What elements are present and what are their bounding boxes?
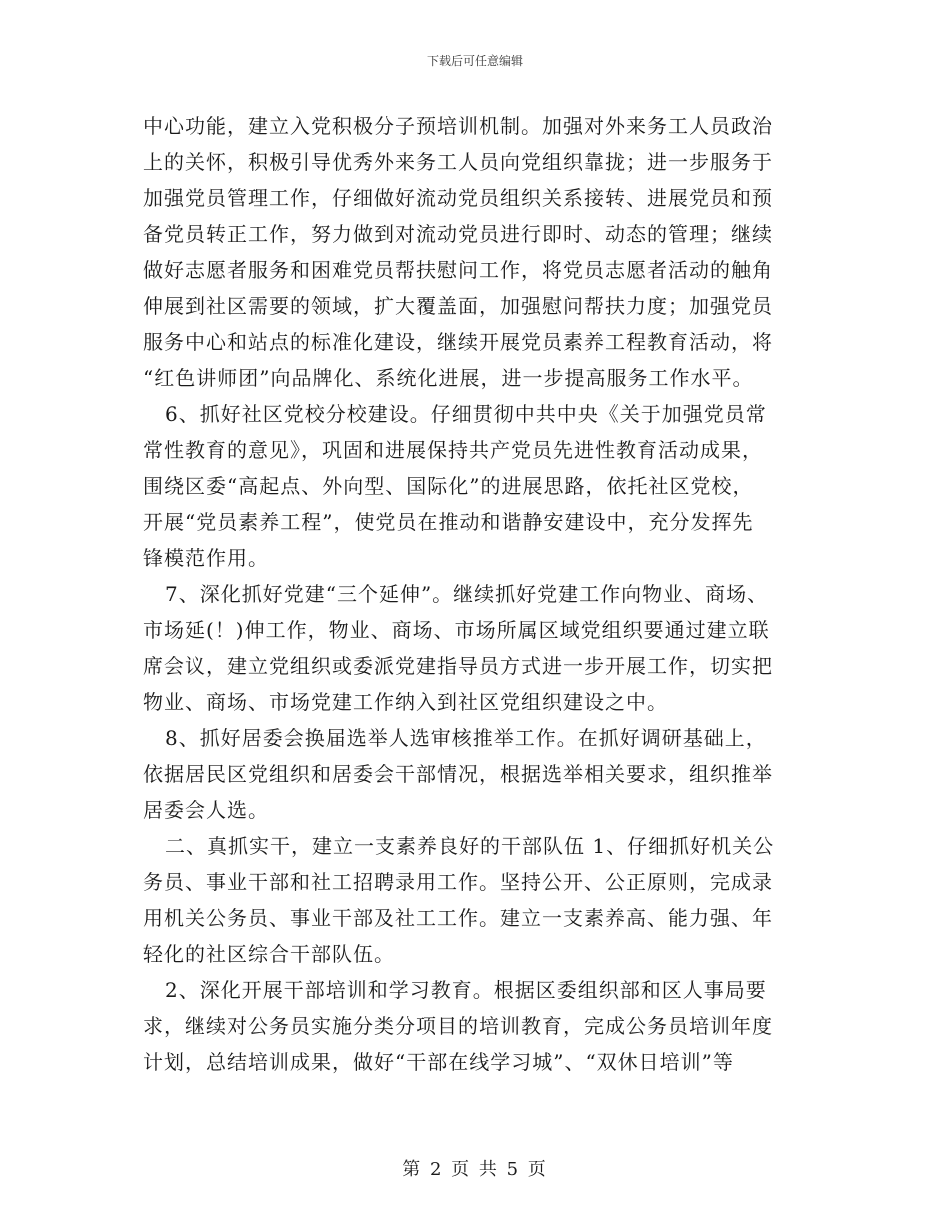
text-line: 备党员转正工作，努力做到对流动党员进行即时、动态的管理；继续 xyxy=(143,222,773,246)
document-body xyxy=(143,108,823,1080)
text-line: 做好志愿者服务和困难党员帮扶慰问工作，将党员志愿者活动的触角 xyxy=(143,258,773,282)
text-line: 服务中心和站点的标准化建设，继续开展党员素养工程教育活动，将 xyxy=(143,330,773,354)
text-line: “红色讲师团”向品牌化、系统化进展，进一步提高服务工作水平。 xyxy=(143,366,754,390)
text-line: 用机关公务员、事业干部及社工工作。建立一支素养高、能力强、年 xyxy=(143,906,773,930)
text-line: 计划，总结培训成果，做好“干部在线学习城”、“双休日培训”等 xyxy=(143,1050,734,1074)
text-line: 轻化的社区综合干部队伍。 xyxy=(143,942,395,966)
text-line: 务员、事业干部和社工招聘录用工作。坚持公开、公正原则，完成录 xyxy=(143,870,773,894)
text-line: 上的关怀，积极引导优秀外来务工人员向党组织靠拢；进一步服务于 xyxy=(143,150,773,174)
text-line: 常性教育的意见》，巩固和进展保持共产党员先进性教育活动成果， xyxy=(143,438,763,462)
text-line: 锋模范作用。 xyxy=(143,546,269,570)
text-line: 席会议，建立党组织或委派党建指导员方式进一步开展工作，切实把 xyxy=(143,654,773,678)
text-line: 伸展到社区需要的领域，扩大覆盖面，加强慰问帮扶力度；加强党员 xyxy=(143,294,773,318)
text-line: 依据居民区党组织和居委会干部情况，根据选举相关要求，组织推举 xyxy=(143,762,773,786)
text-line: 求，继续对公务员实施分类分项目的培训教育，完成公务员培训年度 xyxy=(143,1014,773,1038)
text-line: 加强党员管理工作，仔细做好流动党员组织关系接转、进展党员和预 xyxy=(143,186,773,210)
page-header: 下载后可任意编辑 xyxy=(426,54,523,68)
text-line: 物业、商场、市场党建工作纳入到社区党组织建设之中。 xyxy=(143,690,668,714)
paragraph-start-line: 7、深化抓好党建“三个延伸”。继续抓好党建工作向物业、商场、 xyxy=(165,582,769,606)
text-line: 居委会人选。 xyxy=(143,798,269,822)
page-number-footer: 第 2 页 共 5 页 xyxy=(402,1159,548,1180)
paragraph-start-line: 6、抓好社区党校分校建设。仔细贯彻中共中央《关于加强党员常 xyxy=(165,402,767,426)
text-line: 中心功能，建立入党积极分子预培训机制。加强对外来务工人员政治 xyxy=(143,114,773,138)
paragraph-start-line: 8、抓好居委会换届选举人选审核推举工作。在抓好调研基础上， xyxy=(165,726,767,750)
text-line: 开展“党员素养工程”，使党员在推动和谐静安建设中，充分发挥先 xyxy=(143,510,754,534)
text-line: 围绕区委“高起点、外向型、国际化”的进展思路，依托社区党校， xyxy=(143,474,754,498)
paragraph-start-line: 2、深化开展干部培训和学习教育。根据区委组织部和区人事局要 xyxy=(165,978,767,1002)
text-line: 市场延(！)伸工作，物业、商场、市场所属区域党组织要通过建立联 xyxy=(143,618,770,642)
paragraph-start-line: 二、真抓实干，建立一支素养良好的干部队伍 1、仔细抓好机关公 xyxy=(165,834,775,858)
